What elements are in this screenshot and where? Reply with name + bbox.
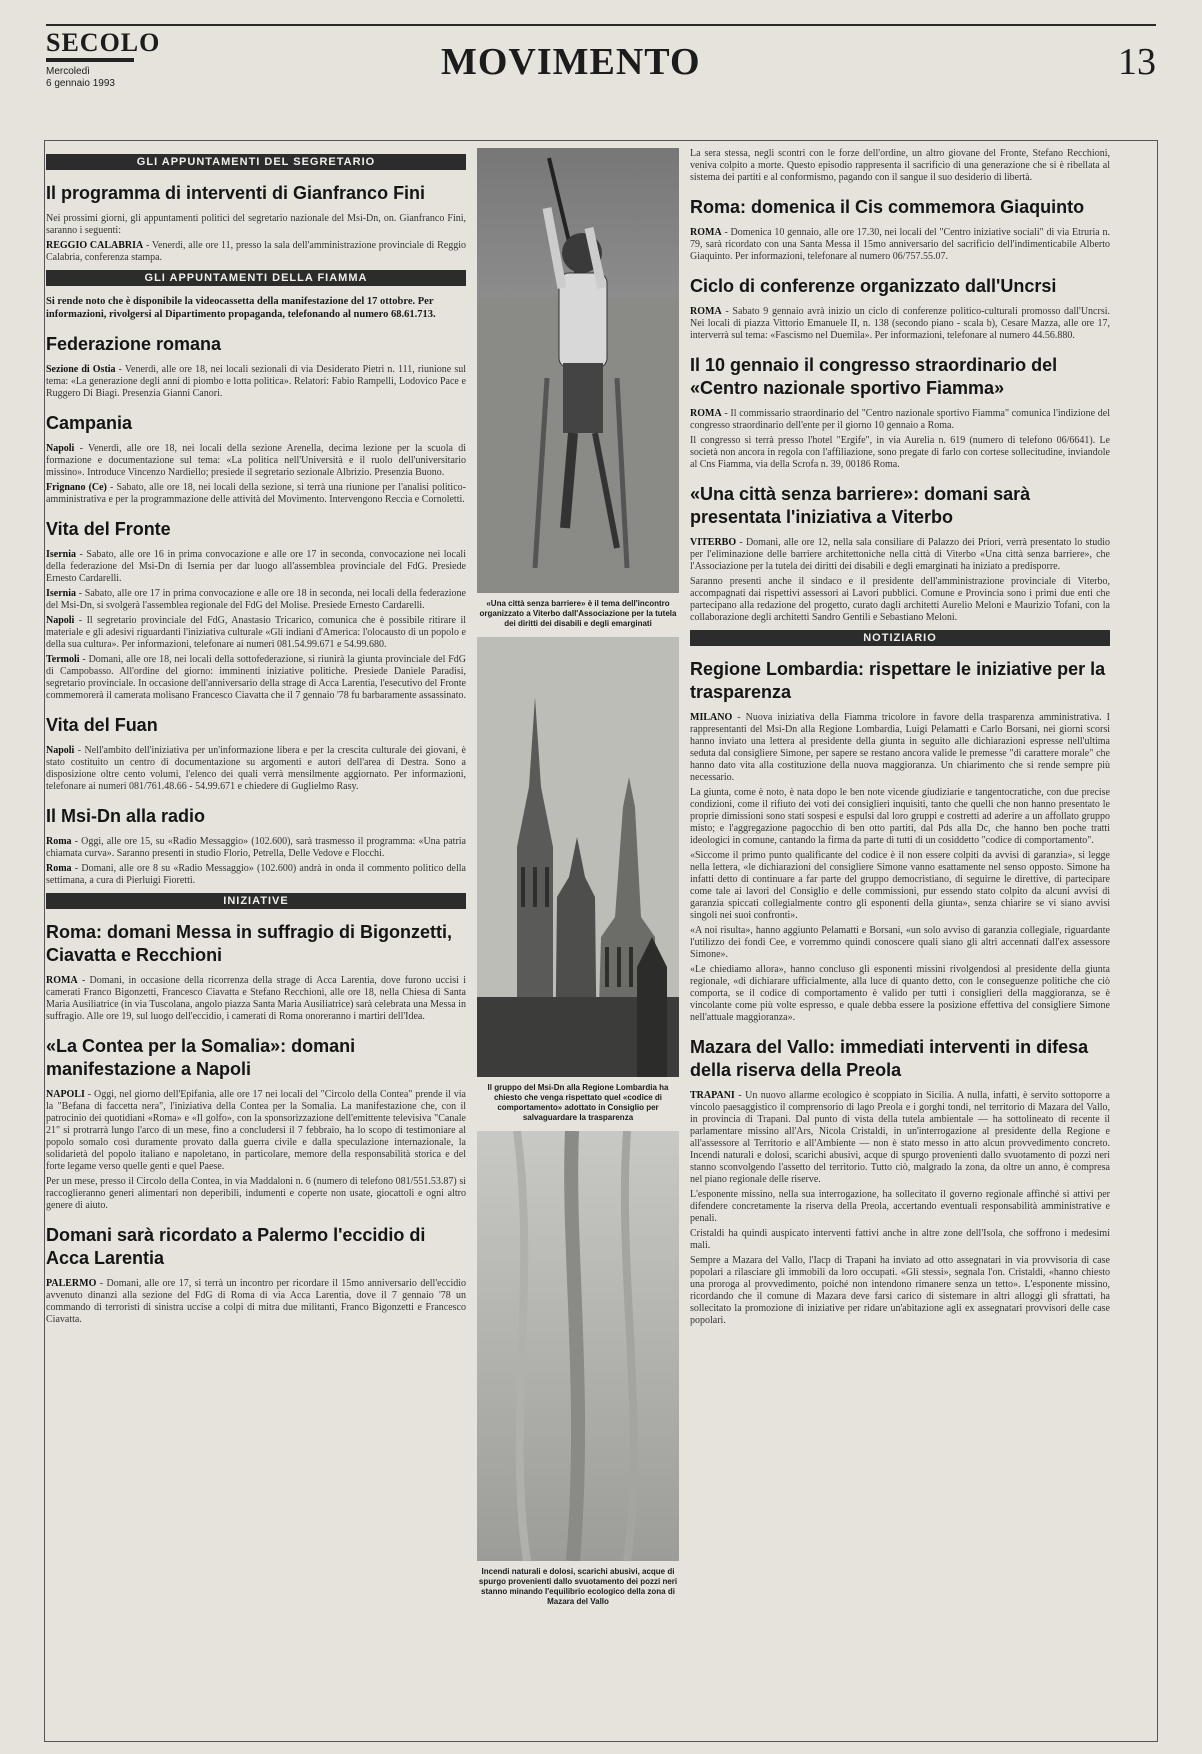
dateline: Napoli (46, 615, 75, 626)
headline-msi-radio: Il Msi-Dn alla radio (46, 806, 206, 826)
article-text: - Domani, alle ore 18, nei locali della sottofederazione, si riunirà la giunta provinciale del FdG di Campobasso. All'ordine del giorno: imminenti iniziative politiche. Presiede Daniele Paradisi, segretario provinciale. In occasione dell'anniversario della strage di Acca Larentia, l'esecutivo del Fronte commemorerà il camerata molisano Francesco Ciavatta che il 7 gennaio '78 fu barbaramente assassinato. (46, 654, 466, 701)
photo-caption-1: «Una città senza barriere» è il tema dell'incontro organizzato a Viterbo dall'Associazione per la tutela dei diritti dei disabili e degli emarginati (479, 599, 677, 628)
article-text: - Venerdì, alle ore 11, presso la sala dell'amministrazione provinciale di Reggio Calabria, conferenza stampa. (46, 240, 466, 263)
article-text: - Nell'ambito dell'iniziativa per un'informazione libera e per la crescita culturale dei giovani, è stato costituito un centro di documentazione su argomenti e autori dell'area di Destra. Sono a disposizione oltre cento volumi, l'elenco dei quali verrà mensilmente aggiornato. Per informazioni, telefonare ai numeri 081/761.48.66 - 54.99.671 e chiedere di Guglielmo Rasy. (46, 745, 466, 792)
article-lombardia-4: «A noi risulta», hanno aggiunto Pelamatti e Borsani, «un solo avviso di garanzia collegiale, riguardante l'utilizzo dei fondi Cee, e vorremmo quindi conoscere quali siano gli altri accennati dall'ex assessore Simone». (690, 925, 1110, 960)
dateline: Isernia (46, 549, 76, 560)
article-text: - Domani, alle ore 17, si terrà un incontro per ricordare il 15mo anniversario dell'eccidio avvenuto dinanzi alla sezione del FdG di Roma di via Acca Larentia, dove il 7 gennaio '78 un commando di terroristi di sinistra uccise a colpi di mitra due militanti, Franco Bigonzetti e Francesco Ciavatta. (46, 1278, 466, 1325)
article-radio-1 (46, 836, 466, 860)
article-text: - Sabato 9 gennaio avrà inizio un ciclo di conferenze politico-culturali promosso dall'Uncrsi. Nei locali di piazza Vittorio Emanuele II, n. 138 (secondo piano - scala b), Cesare Mazza, alle ore 17, interverrà sul tema: «Fascismo nel Duemila». Per informazioni, telefonare al numero 44.56.880. (690, 306, 1110, 341)
section-bar-segretario: GLI APPUNTAMENTI DEL SEGRETARIO (46, 154, 466, 170)
article-congresso-2: Il congresso si terrà presso l'hotel "Ergife", in via Aurelia n. 619 (numero di telefono 06/6641). Le società non ancora in regola con l'affiliazione, sono pregate di farlo con cortese sollecitudine, inviandole al Cns Fiamma, via della Scrofa n. 39, 00186 Roma. (690, 435, 1110, 470)
headline-uncrsi: Ciclo di conferenze organizzato dall'Uncrsi (690, 276, 1057, 296)
dateline: VITERBO (690, 537, 737, 548)
article-lombardia-1 (690, 712, 1110, 784)
headline-regione-lombardia: Regione Lombardia: rispettare le iniziative per la trasparenza (690, 659, 1106, 702)
dateline: NAPOLI (46, 1089, 85, 1100)
dateline: Sezione di Ostia (46, 364, 116, 375)
paper-name-underline (46, 58, 134, 62)
article-termoli (46, 654, 466, 702)
article-isernia-1 (46, 549, 466, 585)
article-mazara-4: Sempre a Mazara del Vallo, l'Iacp di Trapani ha inviato ad otto assegnatari in via provvisoria di case popolari a rilasciare gli immobili da loro occupati. «Gli stessi», segnala l'on. Cristaldi, «hanno chiesto una proroga al provvedimento, poiché non intendono rimanere senza un tetto». L'esponente missino, ricordando che il comune di Mazara deve farsi carico di sistemare in altri alloggi gli sfrattati, ha sollecitato la promozione di iniziative per ridare un'abitazione agli ex assegnatari provvisori delle case popolari. (690, 1255, 1110, 1326)
publication-day: Mercoledì (46, 66, 90, 77)
photo-block-3 (477, 1131, 679, 1607)
milan-cathedral-photo (477, 637, 679, 1077)
article-mazara-3: Cristaldi ha quindi auspicato interventi fattivi anche in altre zone dell'Isola, che soffrono i medesimi mali. (690, 1228, 1110, 1251)
dateline: Napoli (46, 443, 75, 454)
dateline: ROMA (690, 306, 722, 317)
article-text: - Il commissario straordinario del "Centro nazionale sportivo Fiamma" comunica l'indizione del congresso straordinario dell'ente per il giorno 10 gennaio a Roma. (690, 408, 1110, 431)
article-napoli-arenella (46, 443, 466, 479)
article-text: - Oggi, alle ore 15, su «Radio Messaggio» (102.600), sarà trasmesso il programma: «Una patria chiamata curva». Saranno presenti in studio Florio, Petrella, Delle Vedove e Flocchi. (46, 836, 466, 859)
dateline: Roma (46, 836, 72, 847)
article-uncrsi (690, 306, 1110, 342)
photo-caption-3: Incendi naturali e dolosi, scarichi abusivi, acque di spurgo provenienti dallo svuotamento dei pozzi neri stanno minando l'equilibrio ecologico della zona di Mazara del Vallo (478, 1567, 678, 1606)
article-continued-recchioni: La sera stessa, negli scontri con le forze dell'ordine, un altro giovane del Fronte, Stefano Recchioni, veniva colpito a morte. Questo episodio rappresenta il sacrificio di una generazione che si è ribellata al sistema dei partiti e al conformismo, pagando con il sangue il suo desiderio di libertà. (690, 148, 1110, 183)
dateline: Napoli (46, 745, 75, 756)
dateline: MILANO (690, 712, 733, 723)
article-fini-body (46, 240, 466, 264)
headline-citta-senza-barriere: «Una città senza barriere»: domani sarà presentata l'iniziativa a Viterbo (690, 484, 1031, 527)
dateline: ROMA (690, 408, 722, 419)
headline-fini: Il programma di interventi di Gianfranco Fini (46, 183, 426, 203)
photo-caption-2: Il gruppo del Msi-Dn alla Regione Lombardia ha chiesto che venga rispettato quel «codice di comportamento» adottato in Consiglio per salvaguardare la trasparenza (487, 1083, 669, 1122)
dateline: ROMA (690, 227, 722, 238)
article-viterbo-2: Saranno presenti anche il sindaco e il presidente dell'amministrazione provinciale di Viterbo, accompagnati dai rispettivi assessori ai Lavori pubblici. Comune e Provincia sono i primi due enti che partecipano alla redazione del progetto, curato dagli architetti Aurelio Meloni e Maurizio Tofani, con la collaborazione degli architetti Sandro Gentili e Sebastiano Meloni. (690, 576, 1110, 623)
article-contea-2: Per un mese, presso il Circolo della Contea, in via Maddaloni n. 6 (numero di telefono 081/551.53.87) si raccoglieranno generi alimentari non deperibili, indumenti e coperte non usate, giocattoli e ogni altro genere di aiuto. (46, 1176, 466, 1211)
article-napoli-fdg (46, 615, 466, 651)
article-lombardia-5: «Le chiediamo allora», hanno concluso gli esponenti missini rivolgendosi al presidente della giunta regionale, «di dichiarare ufficialmente, alla luce di quanto detto, con le conseguenze politiche che ciò comporta, se il codice di comportamento è valido per tutti i consiglieri della maggioranza, se è vincolante come più volte espresso, e quale debba essere la posizione effettiva del consigliere Simone nell'attuale maggioranza». (690, 964, 1110, 1023)
headline-vita-del-fronte: Vita del Fronte (46, 519, 171, 539)
headline-palermo: Domani sarà ricordato a Palermo l'eccidio di Acca Larentia (46, 1225, 426, 1268)
dateline: ROMA (46, 975, 78, 986)
article-text: - Domani, in occasione della ricorrenza della strage di Acca Larentia, dove furono uccisi i camerati Franco Bigonzetti, Francesco Ciavatta e Stefano Recchioni, alle ore 18, nella Chiesa di Santa Maria Ausiliatrice (in via Tuscolana, angolo piazza Santa Maria Ausiliatrice) sarà celebrata una Messa in suffragio. Alle ore 19, sul luogo dell'eccidio, i camerati di Roma onoreranno i martiri dell'Idea. (46, 975, 466, 1022)
article-radio-2 (46, 863, 466, 887)
photo-block-1 (477, 148, 679, 629)
article-mazara-1 (690, 1090, 1110, 1186)
disabled-athlete-photo (477, 148, 679, 593)
article-congresso-1 (690, 408, 1110, 432)
section-bar-notiziario: NOTIZIARIO (690, 630, 1110, 646)
dateline: Frignano (Ce) (46, 482, 107, 493)
article-text: - Sabato, alle ore 17 in prima convocazione e alle ore 18 in seconda, nei locali della federazione del Msi-Dn, si svolgerà l'assemblea regionale del FdG del Molise. Presiede Ernesto Cardarelli. (46, 588, 466, 611)
article-lombardia-3: «Siccome il primo punto qualificante del codice è il non essere colpiti da avvisi di garanzia», si legge nella lettera, «le dichiarazioni del consigliere Simone vanno esattamente nel senso opposto. Simone ha infatti detto di continuare a far parte del gruppo democristiano, di seguirne le direttive, di partecipare come tale ai lavori del Consiglio e delle commissioni, pur essendo stato colpito da alcuni avvisi di garanzia spiccati collegialmente contro gli esponenti della giunta», senza chiarire se vi siano avvisi singoli nei suoi confronti». (690, 850, 1110, 921)
dateline: Termoli (46, 654, 80, 665)
dateline: Roma (46, 863, 72, 874)
masthead (46, 24, 1156, 90)
article-giaquinto (690, 227, 1110, 263)
article-text: - Sabato, alle ore 16 in prima convocazione e alle ore 17 in seconda, convocazione nei locali della federazione del Msi-Dn di Isernia per dar luogo all'assemblea provinciale del FdG. Presiede Ernesto Cardarelli. (46, 549, 466, 584)
right-column (690, 148, 1110, 1330)
article-messa (46, 975, 466, 1023)
article-lombardia-2: La giunta, come è noto, è nata dopo le ben note vicende giudiziarie e tangentocratiche, con due precise condizioni, come il rifiuto dei voti dei consiglieri inquisiti, tanto che quelli che non hanno presentato le proprie dimissioni sono stati sospesi e espulsi dal loro gruppi e costretti ad aderire a un affollato gruppo misto; e l'aggregazione pagocchio di ben otto partiti, dal Pds alla Dc, che hanno ben poche tratti ideologici in comune, cantando la firma da parte di tutti di un cosiddetto "codice di comportamento". (690, 787, 1110, 846)
article-text: - Venerdì, alle ore 18, nei locali sezionali di via Desiderato Pietri n. 111, riunione sul tema: «La generazione degli anni di piombo e lotta politica». Relatori: Fabio Rampelli, Lodovico Pace e Ruggero Di Biagi. Presenzia Gianni Canori. (46, 364, 466, 399)
article-palermo (46, 1278, 466, 1326)
paper-name: SECOLO (46, 28, 161, 57)
left-column (46, 148, 466, 1329)
headline-campania: Campania (46, 413, 133, 433)
headline-federazione-romana: Federazione romana (46, 334, 222, 354)
dateline: Isernia (46, 588, 76, 599)
article-text: - Domenica 10 gennaio, alle ore 17.30, nei locali del "Centro iniziative sociali" di via Etruria n. 79, sarà ricordato con una Santa Messa il 15mo anniversario del sacrificio dell'indimenticabile Alberto Giaquinto. Per informazioni, telefonare al numero 06/757.55.07. (690, 227, 1110, 262)
article-text: - Nuova iniziativa della Fiamma tricolore in favore della trasparenza amministrativa. I rappresentanti del Msi-Dn alla Regione Lombardia, Luigi Pelamatti e Carlo Borsani, nei giorni scorsi hanno inviato una lettera al presidente della giunta in seguito alle dichiarazioni espresse nell'ultima seduta dal consigliere Simone, per sapere se restano ancora valide le premesse "di carattere morale" che hanno dato vita alla costituzione della nuova maggioranza. Un chiarimento che si rende sempre più necessario. (690, 712, 1110, 783)
headline-messa-suffragio: Roma: domani Messa in suffragio di Bigonzetti, Ciavatta e Recchioni (46, 922, 453, 965)
videocassette-notice: Si rende noto che è disponibile la videocassetta della manifestazione del 17 ottobre. Per informazioni, rivolgersi al Dipartimento propaganda, telefonando al numero 68.61.713. (46, 296, 436, 320)
article-text: - Sabato, alle ore 18, nei locali della sezione, si terrà una riunione per l'analisi politico-amministrativa e per la programmazione delle attività del Movimento. Intervengono Reccia e Cornoletti. (46, 482, 466, 505)
article-text: - Il segretario provinciale del FdG, Anastasio Tricarico, comunica che è possibile ritirare il materiale e gli adesivi riguardanti l'iniziativa culturale «Gli indiani d'America: l'olocausto di un popolo e della sua cultura». Per informazioni, telefonare ai numeri 081.54.99.671 e 54.99.680. (46, 615, 466, 650)
article-text: - Un nuovo allarme ecologico è scoppiato in Sicilia. A nulla, infatti, è servito sottoporre a vincolo paesaggistico il comprensorio di lago Preola e i gorghi tondi, nel territorio di Mazara del Vallo, in provincia di Trapani. Dal punto di vista della tutela ambientale — ha sottolineato di recente il parlamentare missino all'Ars, Nicola Cristaldi, in un'interrogazione al presidente della Regione e all'assessore al Territorio e all'Ambiente — non è stato messo in atto alcun provvedimento concreto. Incendi naturali e dolosi, scarichi abusivi, acque di spurgo provenienti dallo svuotamento di pozzi neri stanno sconvolgendo l'assetto del territorio. Tutto ciò, malgrado la zona, da oltre un anno, è compresa nel piano regionale delle riserve. (690, 1090, 1110, 1185)
headline-cis-giaquinto: Roma: domenica il Cis commemora Giaquinto (690, 197, 1085, 217)
article-text: - Domani, alle ore 12, nella sala consiliare di Palazzo dei Priori, verrà presentato lo studio per l'eliminazione delle barriere architettoniche nella città di Viterbo «Una città senza barriere», che l'Associazione per la tutela dei diritti dei disabili e degli emarginati ha iniziato a predisporre. (690, 537, 1110, 572)
article-text: - Oggi, nel giorno dell'Epifania, alle ore 17 nei locali del "Circolo della Contea" prende il via la "Befana di faccetta nera", l'iniziativa della Contea per la Somalia. La manifestazione che, con il patrocinio dei quotidiani «Roma» e «Il golfo», con la sponsorizzazione dell'emittente televisiva "Canale 21" si protrarrà lungo l'arco di un mese, fino a concludersi il 7 febbraio, ha lo scopo di testimoniare al popolo somalo così duramente provato dalla guerra civile e dalla speculazione internazionale, la solidarietà del popolo italiano e napoletano, in particolare, memore della responsabilità storica e del forte legame verso quelle genti e quel Paese. (46, 1089, 466, 1172)
photo-block-2 (477, 637, 679, 1123)
article-ostia (46, 364, 466, 400)
publication-date: 6 gennaio 1993 (46, 78, 115, 89)
article-text: - Venerdì, alle ore 18, nei locali della sezione Arenella, decima lezione per la scuola di formazione e documentazione sul tema: «La politica nell'Università e il ruolo dell'universitario missino». Introduce Vincenzo Nardiello; presiede il segretario sezionale Albrizio. Presenzia Buono. (46, 443, 466, 478)
article-text: - Domani, alle ore 8 su «Radio Messaggio» (102.600) andrà in onda il commento politico della settimana, a cura di Pierluigi Fioretti. (46, 863, 466, 886)
dateline: REGGIO CALABRIA (46, 240, 144, 251)
headline-congresso-fiamma: Il 10 gennaio il congresso straordinario del «Centro nazionale sportivo Fiamma» (690, 355, 1058, 398)
article-viterbo-1 (690, 537, 1110, 573)
article-contea-1 (46, 1089, 466, 1173)
article-fuan-napoli (46, 745, 466, 793)
masthead-rule (46, 24, 1156, 26)
headline-mazara-del-vallo: Mazara del Vallo: immediati interventi in difesa della riserva della Preola (690, 1037, 1089, 1080)
article-mazara-2: L'esponente missino, nella sua interrogazione, ha sollecitato il governo regionale affinché si attivi per difendere concretamente la riserva della Preola, accertando eventuali responsabilità amministrative e penali. (690, 1189, 1110, 1224)
section-title: MOVIMENTO (441, 41, 701, 83)
article-frignano (46, 482, 466, 506)
headline-vita-del-fuan: Vita del Fuan (46, 715, 158, 735)
article-isernia-2 (46, 588, 466, 612)
dateline: PALERMO (46, 1278, 97, 1289)
photo-column (474, 148, 682, 1615)
page-number: 13 (1118, 41, 1156, 83)
section-bar-iniziative: INIZIATIVE (46, 893, 466, 909)
dateline: TRAPANI (690, 1090, 735, 1101)
section-bar-fiamma: GLI APPUNTAMENTI DELLA FIAMMA (46, 270, 466, 286)
lake-preola-photo (477, 1131, 679, 1561)
headline-contea-somalia: «La Contea per la Somalia»: domani manifestazione a Napoli (46, 1036, 356, 1079)
article-fini-intro: Nei prossimi giorni, gli appuntamenti politici del segretario nazionale del Msi-Dn, on. Gianfranco Fini, saranno i seguenti: (46, 213, 466, 236)
